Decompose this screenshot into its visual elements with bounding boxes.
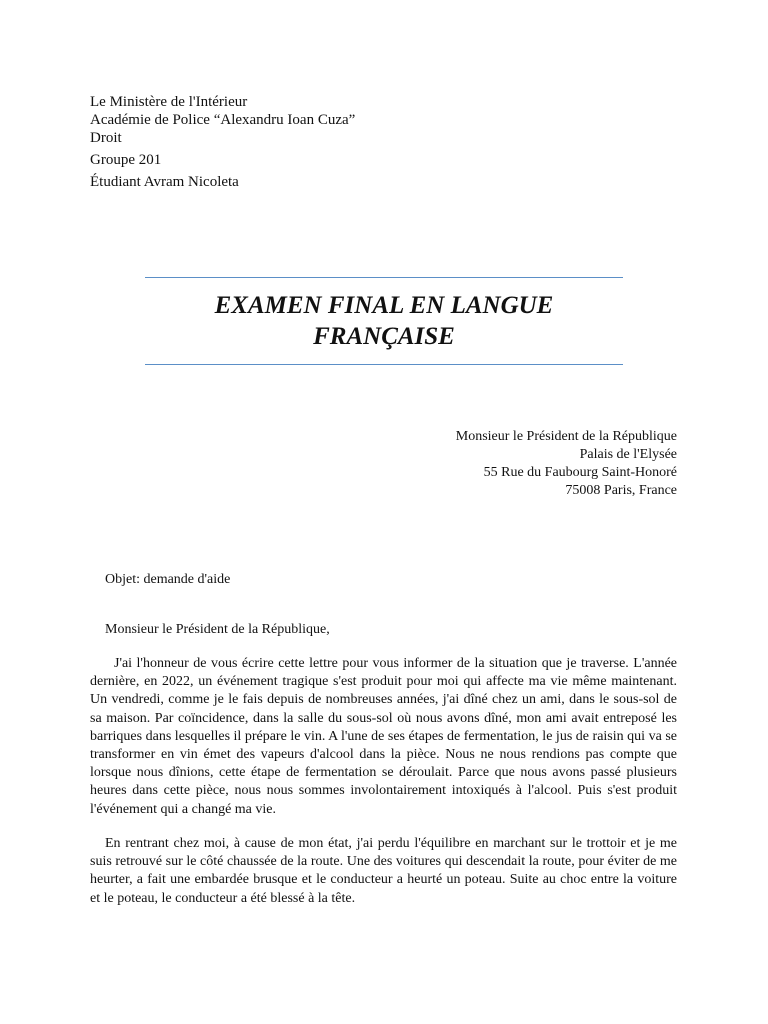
sender-group: Groupe 201: [90, 152, 162, 168]
recipient-palace: Palais de l'Elysée: [579, 447, 677, 462]
letter-object: Objet: demande d'aide: [105, 572, 231, 587]
letter-paragraph-1: J'ai l'honneur de vous écrire cette lettre pour vous informer de la situation que je traverse. L'année dernière, en 2022, un événement tragique s'est produit pour moi qui affecte ma vie même maintenant. Un vendredi, comme je le fais depuis de nombreuses années, j'ai dîné chez un ami, dans le sous-sol de sa maison. Par coïncidence, dans la salle du sous-sol où nous avons dîné, mon ami avait entreposé les barriques dans lesquelles il prépare le vin. A l'une de ses étapes de fermentation, le jus de raisin qui va se transformer en vin émet des vapeurs d'alcool dans la pièce. Nous ne nous rendions pas compte que lorsque nous dînions, cette étape de fermentation se déroulait. Parce que nous avons passé plusieurs heures dans cette pièce, nous nous sommes involontairement intoxiqués à l'alcool. Puis s'est produit l'événement qui a changé ma vie.: [90, 656, 677, 817]
sender-field: Droit: [90, 130, 122, 146]
title-line-1: EXAMEN FINAL EN LANGUE: [214, 292, 554, 319]
title-rule-bottom: [145, 364, 623, 365]
document-title: [145, 290, 623, 352]
sender-academy: Académie de Police “Alexandru Ioan Cuza”: [90, 112, 356, 128]
title-line-2: FRANÇAISE: [313, 323, 455, 350]
recipient-city: 75008 Paris, France: [565, 483, 677, 498]
sender-header: [90, 93, 355, 191]
title-rule-top: [145, 277, 623, 278]
recipient-street: 55 Rue du Faubourg Saint-Honoré: [483, 465, 677, 480]
recipient-address: [456, 428, 677, 500]
letter-salutation: Monsieur le Président de la République,: [105, 622, 330, 637]
recipient-name: Monsieur le Président de la République: [455, 429, 677, 444]
letter-paragraph-2: En rentrant chez moi, à cause de mon état, j'ai perdu l'équilibre en marchant sur le trottoir et je me suis retrouvé sur le côté chaussée de la route. Une des voitures qui descendait la route, pour éviter de me heurter, a fait une embardée brusque et le conducteur a heurté un poteau. Suite au choc entre la voiture et le poteau, le conducteur a été blessé à la tête.: [90, 836, 677, 906]
sender-student: Étudiant Avram Nicoleta: [90, 174, 239, 190]
sender-ministry: Le Ministère de l'Intérieur: [90, 94, 248, 110]
